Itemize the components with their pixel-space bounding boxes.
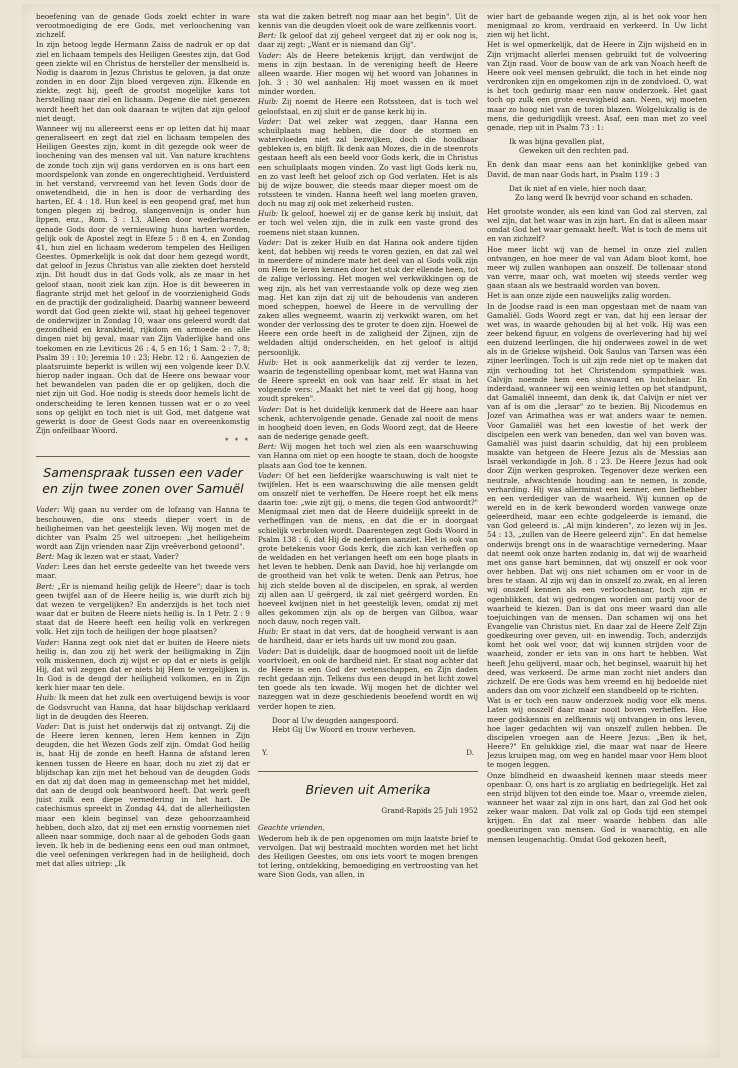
dialogue-text: Wij gaan nu verder om de lofzang van Hanna te beschouwen, die ons steeds dieper voert in de heiligheimen van het geestelijk leven. Wij mogen met de dichter van Psalm 25 wel uitroepen: „het heiligeheim wordt aan Zijn vrienden naar Zijn vreêverbond getoond". [36,505,250,551]
speaker-name: Vader: [36,637,60,647]
verse-quote [272,716,478,734]
dialogue-line [258,405,478,442]
body-paragraph: In zijn betoog legde Hermann Zaiss de nadruk er op dat ziel en lichaam tempels des Heiligen Geestes zijn, dat God geen ziekte wil en Christus de hersteller der menslheid is. Nodig is daarom in Jezus Christus te geloven, ja dat onze zonden in en door Zijn bloed vergeven zijn. Elkende en ziekte, zegt hij, geeft de grootst mogelijke kans tot herstelling naar ziel en lichaam. Degene die niet genezen wordt heeft het dan ook daaraan te wijten dat zijn geloof niet deugt. [36,40,250,123]
dialogue-text: Mag ik lezen wat er staat, Vader? [54,552,179,562]
speaker-name: Bert: [36,552,55,562]
column-3 [487,12,707,1048]
newspaper-page [22,4,720,1058]
speaker-name: Vader: [36,562,60,572]
speaker-name: Vader: [36,505,60,515]
dialogue-text: Lees dan het eerste gedeelte van het tweede vers maar. [36,562,250,581]
verse-quote [509,184,707,202]
letter-salutation: Geachte vrienden, [258,823,325,833]
speaker-name: Huib: [258,209,279,219]
body-paragraph: wier hart de gebaande wegen zijn, al is het ook voor hen menigmaal zo krom, verdraaid en verkeerd. In Uw licht zien wij het licht. [487,12,707,40]
verse-line: Geweken uit den rechten pad. [519,146,629,156]
dialogue-text: Dat is het duidelijk kenmerk dat de Heere aan haar schenk, achtervolgende genade. Genade zal nooit de mens in hoogheid doen leven, en Gods Woord zegt, dat de Heere aan de nederige genade geeft. [258,404,478,442]
article-title-brieven: Brieven uit Amerika [305,782,431,798]
speaker-name: Huib: [36,693,57,703]
letter-dateline: Grand-Rapids 25 Juli 1952 [381,806,478,816]
dialogue-line [258,238,478,357]
dialogue-text: Als de Heere betekenis krijgt, dan verdwijnt de mens in zijn bestaan. In de vereniging heeft de Heere alleen waarde. Hier mogen wij het woord van Johannes in Joh. 3 : 30 wel aanhalen: Hij moet wassen en ik moet minder worden. [258,50,478,97]
dialogue-line [36,693,250,720]
body-paragraph: Wanneer wij nu allereerst eens er op letten dat hij maar generaliseert en zegt dat ziel en lichaam tempelen des Heiligen Geestes zijn, komt in dit gezegde ook weer de loochening van des mensen val uit. Van nature krachtens de zonde toch zijn wij gans verdorven en is ons hart een moordspelonk van zonde en ongerechtigheid. Verduisterd in het verstand, vervreemd van het leven Gods door de onwetendheid, die in hen is door de verharding des harten, Ef. 4 : 18. Hun keel is een geopend graf, met hun tongen plegen zij bedrog, slangenvenijn is onder hun lippen, enz., Rom. 3 : 13. Alleen door wederbarende genade Gods door de vernieuwing huns harten worden, gelijk ook de Apostel zegt in Efeze 5 : 8 en 4, en Zondag 41, hun ziel en lichaam wederom tempelen des Heiligen Geestes. Opmerkelijk is ook dat door hem gezegd wordt, dat geloof in Jezus Christus van alle ziekten doet hersteld zijn. Dit houdt dus in dat Gods volk, als ze maar in het geloof staan, nooit ziek kan zijn. Hoe is dit beweeren in flagrante strijd met het geloof in de voorzienigheid Gods en de practijk der godzaligheid. Daarbij wanneer beweerd wordt dat God geen ziekte wil, staat hij geheel tegenover de onderwijzer in Zondag 10, waar ons geleerd wordt dat gezondheid en krankheid, rijkdom en armoede en alle dingen niet bij geval, maar van Zijn Vaderlijke hand ons toekomen en zie Leviticus 26 : 4, 5 en 16; 1 Sam. 2 : 7, 8; Psalm 39 : 10; Jeremia 10 : 23; Hebr. 12 : 6. Aangezien de plaatsruimte beperkt is willen wij een volgende keer D.V. hierop nader ingaan. Och dat de Heere ons bewaar voor het bewandelen van paden die er op gelijken, doch die niet zijn uit God. Hoe nodig is steeds door hemels licht de onderscheiding te leren kennen tussen wat er o zo veel sons op gelijkt en toch niet is uit God, met datgene wat gewerkt is door de Geest Gods naar en overeenkomstig Zijn onfeilbaar Woord. [36,123,250,436]
dialogue-text: Of het een liefderijke waarschuwing is valt niet te twijfelen. Het is een waarschuwing die alle mensen geldt om onszelf niet te verheffen. De Heere roept het elk mens daarin toe: „wie zijt gij, o mens, die tegen God antwoordt?" Menigmaal ziet men dat de Heere duidelijk spreekt in de verheffingen van de mens, en dat die er in doorgaat schielijk verbroken wordt. Daarentegen zegt Gods Woord in Psalm 138 : 6, dat Hij de nederigen aanziet. Het is ook van grote betekenis voor Gods kerk, die zich kan verheffen op de weldaden en het verlangen heeft om een hoge plaats in het leven te hebben. Denk aan David, hoe hij verlangde om de grootheid van het volk te weten. Denk aan Petrus, hoe hij zich stelde boven al de discipelen, en sprak, al werden zij allen aan U geërgerd, ik zal niet geërgerd worden. En hoeveel kwijnen niet in het geestelijk leven, omdat zij met alles gekommen zijn als op de bergen van Gilboa, waar noch dauw, noch regen valt. [258,470,478,627]
body-paragraph: Onze blindheid en dwaasheid kennen maar steeds meer openbaar. O, ons hart is zo argliatig en bedriegelijk. Het zal een strijd blijven tot den einde toe. Maar o, vreemde zielen, wanneer het waar zal zijn in ons hart, dan zal God het ook zeker waar maken. Dat volk zal op Gods tijd een stempel krijgen. En dat zal meer waarde hebben dan alle goedkeuringen van mensen. God is waarachtig, en alle mensen leugenachtig. Omdat God gekozen heeft, [487,770,707,844]
speaker-name: Vader: [36,721,60,731]
body-paragraph: beoefening van de genade Gods zoekt echter in ware verootmoediging de ere Gods, met verloochening van zichzelf. [36,12,250,40]
body-paragraph: Het is aan onze zijde een nauwelijks zalig worden. [487,291,671,301]
verse-line: Zo lang werd Ik bevrijd voor schand en schaden. [515,192,693,202]
dialogue-text: Wij mogen het toch wel zien als een waarschuwing van Hanna om niet op een hoogte te staan, doch de hoogste plaats aan God toe te kennen. [258,442,478,470]
speaker-name: Huib: [258,357,279,367]
signature-right: D. [466,748,474,758]
speaker-name: Bert: [258,31,277,41]
speaker-name: Vader: [258,50,282,60]
section-rule [36,456,250,457]
dialogue-text: „Er is niemand heilig gelijk de Heere"; daar is toch geen twijfel aan of de Heere heilig is, wie durft zich bij dat wezen te vergelijken? En anderzijds is het toch niet waar dat er buiten de Heere niets heilig is. In 1 Petr. 2 : 9 staat dat de Heere heeft een heilig volk en verkregen volk. Het zijn toch de heiligen der hoge plaatsen? [36,581,250,637]
body-paragraph: Wat is er toch een nauw onderzoek nodig voor elk mens. Laten wij onszelf daar maar nooit boven verheffen. Hoe meer godskennis en zelfkennis wij ontvangen in ons leven, hoe lager gedachten wij van onszelf zullen hebben. De discipelen vroegen aan de Heere Jezus: „Ben ik het, Heere?" En gelukkige ziel, die maar wat naar de Heere Jezus kruipen mag, om weg en handel maar voor Hem bloot te mogen leggen. [487,696,707,770]
verse-quote [509,137,707,155]
column-1 [36,12,250,1048]
dialogue-line [258,31,478,49]
dialogue-line [258,647,478,711]
dialogue-text: Dat is juist het onderwijs dat zij ontvangt. Zij die de Heere leren kennen, leren Hem kennen in Zijn deugden, die het Wezen Gods zelf zijn. Omdat God heilig is, haat Hij de zonde en heeft Hanna de afstand leren kennen tussen de Heere en haar, doch nu ziet zij dat er blijdschap kan zijn met het behoud van de deugden Gods en dat zij dat doen mag in gemeenschap met het middel, dat aan de deugd ook beantwoord heeft. Dat werk geeft juist zulk een diepe vernedering in het hart. De catechismus spreekt in Zondag 44, dat de allerheiligsten maar een klein beginsel van deze gehoorzaamheid hebben, doch alzo, dat zij met een ernstig voornemen niet alleen naar sommige, doch naar al de geboden Gods gaan leven. Ik heb in de bediening eens een oud man ontmoet, die veel oefeningen verkregen had in de heiligheid, doch met dat alles uitriep: „Ik [36,721,250,869]
dialogue-line [36,722,250,869]
verse-line: Hebt Gij Uw Woord en trouw verheven. [272,724,416,734]
article-title-samenspraak: Samenspraak tussen een vader en zijn twee zonen over Samuël [42,465,244,497]
speaker-name: Vader: [258,237,282,247]
dialogue-text: Ik geloof, hoewel zij er de ganse kerk bij insluit, dat er toch wel velen zijn, die in zulk een vaste grond des roemens niet staan kunnen. [258,209,478,237]
body-paragraph: In de Joodse raad is een man opgestaan met de naam van Gamaliël. Gods Woord zegt er van, dat hij een leraar der wet was, in waarde gehouden bij al het volk. Hij was een zeer bekend figuur, en volgens de overlevering had hij wel een duizend leerlingen, die hij onderwees zowel in de wet als in de Griekse wijsheid. Ook Saulus van Tarsen was één zijner leerlingen. Toch is uit zijn rede niet op te maken dat zijn verhouding tot het Christendom sympathiek was. Calvijn noemde hem een sluwaard en huichelaar. En inderdaad, wanneer wij een weinig letten op het standpunt, dat Gamaliël inneemt, dan denk ik, dat Calvijn er niet ver van af is om die „leraar" zo te bezien. Bij Nicodemus en Jozef van Arimathea was er wat anders waar te nemen. Voor Gamaliël was het een kwestie of het werk der discipelen een werk van beneden, dan wel van boven was. Gamaliël was juist daarin schuldig, dat hij een probleem maakte van hetgeen de Heere Jezus als de Messias aan Israël verkondigde in Joh. 8 : 23. De Heere Jezus had ook door Zijn werken gesproken. Tegenover deze werken een neutrale, afwachtende houding aan te nemen, is zonde, verharding. Hij was allerminst een kenner, een liefhebber en een verdediger van de waarheid. Wij kunnen op de wereld en in de kerk bewonderd worden vanwege onze geleerdheid, maar een echte godgeleerde is iemand, die van God geleerd is. „Al mijn kinderen", zo lezen wij in Jes. 54 : 13, „zullen van de Heere geleerd zijn". En dat hemelse onderwijs brengt ons in de waarachtige vernedering. Maar dat neemt ook onze harten zodanig in, dat wij de waarheid met ons ganse hart beminnen, dat wij onszelf er ook voor over hebben. Dat wij ons niet schamen om er voor in de bres te staan. Al zijn wij dan in onszelf zo zwak, en al leren wij onszelf kennen als een verloochenaar, toch zijn er ogenblikken, dat wij gedrongen worden om partij voor de waarheid te kiezen. Dan is dat ons meer waard dan alle toejuichingen van de mensen. Dan schamen wij ons het Evangelie van Christus niet. En daar zal de Heere Zelf Zijn goedkeuring over geven, uit- en inwendig. Toch, anderzijds komt het ook wel voor, dat wij kunnen strijden voor de waarheid, zonder er iets van in ons hart te hebben. Wat heeft Jehu gelijverd, maar och, het beginsel, waaruit hij het deed, was verkeerd. De arme man zocht niet anders dan zichzelf. De ere Gods was hem vreemd en hij bedoelde niet anders dan om voor zichzelf een standbeeld op te richten. [487,301,707,696]
speaker-name: Bert: [36,581,55,591]
dialogue-text: Er staat in dat vers, dat de hoogheid verwant is aan de hardheid, daar er iets hards uit uw mond zou gaan. [258,627,478,646]
section-rule [258,771,478,772]
speaker-name: Huib: [258,97,279,107]
dialogue-line [258,471,478,627]
speaker-name: Vader: [258,404,282,414]
verse-line: Door al Uw deugden aangespoord. [272,715,399,725]
dialogue-line [36,505,250,551]
dialogue-line [36,552,250,561]
dialogue-text: Ik geloof dat zij geheel vergeet dat zij er ook nog is, daar zij zegt: „Want er is niemand dan Gij". [258,31,478,50]
speaker-name: Huib: [258,627,279,637]
signature [258,748,478,757]
body-paragraph: Het grootste wonder, als een kind van God zal sterven, zal wel zijn, dat het waar was in zijn hart. En dat is alleen maar omdat God het waar gemaakt heeft. Wat is toch de mens uit en van zichzelf? [487,206,707,244]
speaker-name: Bert: [258,442,277,452]
dialogue-line [258,442,478,469]
dialogue-line [258,209,478,236]
dialogue-text: Dat is zeker Huib en dat Hanna ook andere tijden kent, dat hebben wij reeds te voren gezien, en dat zal wel in meerdere of mindere mate het deel van al Gods volk zijn om Hem te leren kennen door het stuk der ellende heen, tot de zalige verlossing. Het mogen wel verkwikkingen op de weg zijn, als het van verrestaande volk op deze weg zien mag. Het kan zijn dat zij uit de behoudenis van anderen moed scheppen, hoewel de Heere in de vervulling der zaken alles wegneemt, waarin zij verkwikt waren, om het wonder der verlossing des te groter te doen zijn. Hoewel de Heere een orde heeft in de zaligheid der Zijnen, zijn de weldaden altijd onderscheiden, en het geloof is altijd persoonlijk. [258,237,478,357]
body-paragraph: En denk dan maar eens aan het koninklijke gebed van David, de man naar Gods hart, in Psalm 119 : 3 [487,160,707,179]
dialogue-text: Dat wel zeker wat zeggen, daar Hanna een schuilplaats mag hebben, die door de stormen en watervloeden niet zal bezwijken, doch die houdbaar gebleken is, en blijft. Ik denk aan Mozes, die in de steenrots gestaan heeft als een beeld voor Gods kerk, die in Christus een schuilplaats mogen vinden. Zo vast ligt Gods kerk nu, en zo vast leeft het geloof zich op God verlaten. Het is als bij de wijze bouwer, die steeds maar dieper moest om de rotssteen te vinden. Hanna heeft wel lang moeten graven, doch nu mag zij ook met zekerheid rusten. [258,116,478,209]
dialogue-text: Ik meen dat het zulk een overtuigend bewijs is voor de Godsvrucht van Hanna, dat haar blijdschap verklaard ligt in de deugden des Heeren. [36,693,250,721]
verse-line: Ik was bijna gevallen plat, [509,137,605,147]
letter-paragraph: Wederom heb ik de pen opgenomen om mijn laatste brief te vervolgen. Dat wij bestraald mochten worden met het licht des Heiligen Geestes, om ons iets voort te mogen brengen tot lering, ontdekking, bemoediging en vertroosting van het ware Sion Gods, van allen, in [258,833,478,880]
speaker-name: Vader: [258,646,282,656]
speaker-name: Vader: [258,116,282,126]
dialogue-line [36,638,250,693]
body-paragraph: Het is wel opmerkelijk, dat de Heere in Zijn wijsheid en in Zijn vrijmacht allerlei mensen gebruikt tot de volvoering van Zijn raad. Voor de bouw van de ark van Noach heeft de Heere ook veel mensen gebruikt, die toch in het einde nog verdronken zijn en omgekomen zijn in de zondvloed. O, wat is het toch gedurig maar een nauw onderzoek. Het gaat toch op zulk een grote eeuwigheid aan. Neen, wij moeten maar zo hoog niet van de toren blazen. Wolgelukzalig is de mens, die gedurigdlijk vreest. Asaf, een man met zo veel genade, riep uit in Psalm 73 : 1: [487,40,707,132]
body-paragraph: Hoe meer licht wij van de hemel in onze ziel zullen ontvangen, en hoe meer de val van Adam bloot komt, hoe meer wij zullen wanhopen aan onszelf. De tollenaar stond van verre, maar och, wat moeten wij steeds verder weg gaan staan als we bestraald worden van boven. [487,244,707,291]
column-2 [258,12,478,1048]
dialogue-text: Het is ook aanmerkelijk dat zij verder te lezen, waarin de tegenstelling openbaar komt, met wat Hanna van de Heere spreekt en ook van haar zelf. Er staat in het volgende vers: „Maakt het niet te veel dat gij hoog, hoog zoudt spreken". [258,357,478,404]
dialogue-line [258,627,478,645]
dialogue-text: Zij noemt de Heere een Rotssteen, dat is toch wel geloofstaal, en zij sluit er de ganse kerk bij in. [258,97,478,116]
dialogue-line [258,97,478,115]
dialogue-line [258,358,478,404]
dialogue-line [36,562,250,580]
speaker-name: Vader: [258,470,282,480]
dialogue-text: Dat is duidelijk, daar de hoogmoed nooit uit de liefde voortvloeit, en ook de hardheid niet. Er staat nog achter dat de Heere is een God der wetenschappen, en Zijn daden recht gedaan zijn. Telkens dus een deugd in het licht zowel ten goede als ten kwade. Wij mogen het de dichter wel nazeggen wat in deze geschiedenis beoefend wordt en wij verder hopen te zien. [258,646,478,711]
dialogue-text: Hanna zegt ook niet dat er buiten de Heere niets heilig is, dan zou zij het werk der heiligmaking in Zijn volk miskennen, doch zij wijst er op dat er niets is gelijk Hij, dat wil zeggen dat er niets bij Hem te vergelijken is. In God is de deugd der heiligheid volkomen, en in Zijn kerk hier maar ten dele. [36,637,250,693]
verse-line: Dat ik niet af en viele, hier noch daar, [509,183,647,193]
dialogue-line [36,582,250,637]
dialogue-line [258,117,478,209]
section-divider-stars: * * * [225,437,250,446]
dialogue-line [258,12,478,30]
dialogue-line [258,51,478,97]
dialogue-text: sta wat die zaken betreft nog maar aan het begin". Uit de kennis van die deugden vloeit ook de ware zelfkennis voort. [258,12,478,31]
signature-left: Y. [262,748,269,758]
